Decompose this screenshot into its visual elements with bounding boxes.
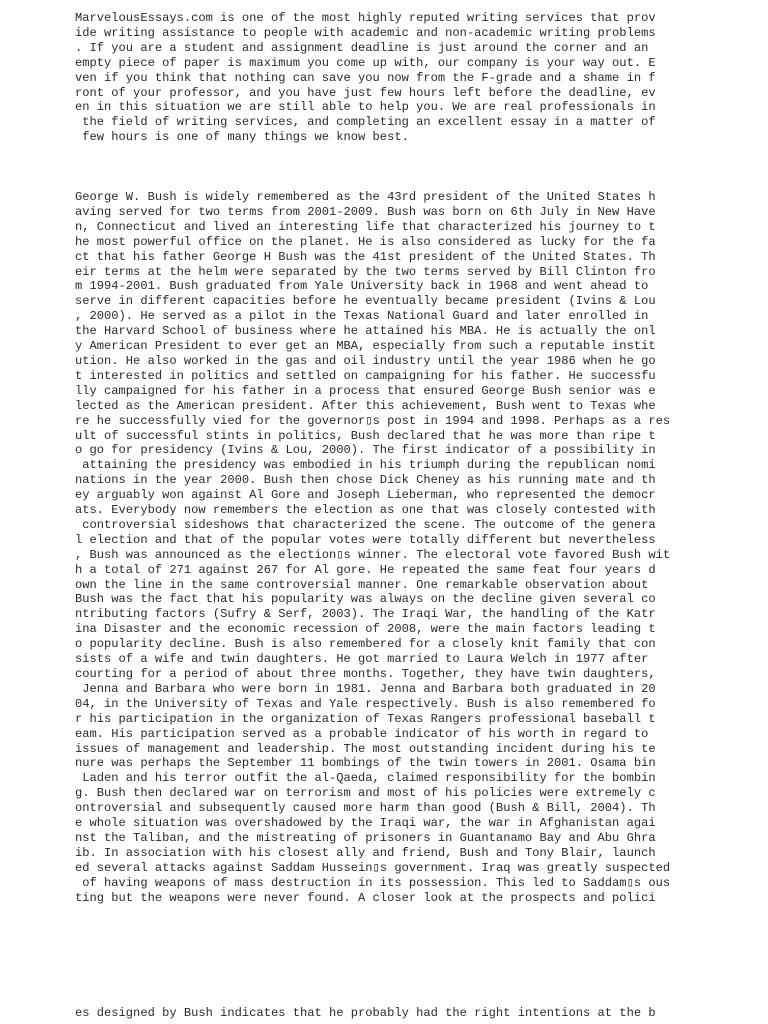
text-line: the field of writing services, and completing an excellent essay in a matter of: [75, 115, 656, 130]
text-line: , Bush was announced as the election▯s winner. The electoral vote favored Bush wit: [75, 547, 671, 562]
text-line: ront of your professor, and you have just few hours left before the deadline, ev: [75, 85, 656, 100]
text-line: o popularity decline. Bush is also remembered for a closely knit family that con: [75, 637, 656, 652]
text-line: n, Connecticut and lived an interesting life that characterized his journey to t: [75, 219, 656, 234]
text-line: ult of successful stints in politics, Bush declared that he was more than ripe t: [75, 428, 656, 443]
text-line: aving served for two terms from 2001-2009. Bush was born on 6th July in New Have: [75, 204, 656, 219]
text-line: courting for a period of about three months. Together, they have twin daughters,: [75, 667, 656, 681]
text-line: en in this situation we are still able to help you. We are real professionals in: [75, 100, 656, 115]
text-line: re he successfully vied for the governor▯s post in 1994 and 1998. Perhaps as a res: [75, 413, 671, 428]
text-line: ontroversial and subsequently caused more harm than good (Bush & Bill, 2004). Th: [75, 801, 656, 816]
text-line: ed several attacks against Saddam Hussein▯s government. Iraq was greatly suspected: [75, 860, 671, 875]
text-line: sists of a wife and twin daughters. He got married to Laura Welch in 1977 after: [75, 652, 649, 667]
text-line: of having weapons of mass destruction in its possession. This led to Saddam▯s ous: [75, 875, 671, 890]
essay-body-paragraph: [75, 190, 695, 906]
text-line: e whole situation was overshadowed by the Iraqi war, the war in Afghanistan agai: [75, 816, 656, 831]
text-line: eam. His participation served as a probable indicator of his worth in regard to: [75, 726, 649, 741]
text-line: ina Disaster and the economic recession of 2008, were the main factors leading t: [75, 622, 656, 637]
text-line: Jenna and Barbara who were born in 1981. Jenna and Barbara both graduated in 20: [75, 681, 656, 696]
text-line: ting but the weapons were never found. A closer look at the prospects and polici: [75, 890, 656, 905]
text-line: eir terms at the helm were separated by the two terms served by Bill Clinton fro: [75, 264, 656, 279]
text-line: nure was perhaps the September 11 bombings of the twin towers in 2001. Osama bin: [75, 756, 656, 771]
text-line: g. Bush then declared war on terrorism and most of his policies were extremely c: [75, 786, 656, 801]
text-line: serve in different capacities before he eventually became president (Ivins & Lou: [75, 294, 656, 309]
text-line: George W. Bush is widely remembered as the 43rd president of the United States h: [75, 190, 656, 204]
text-line: ats. Everybody now remembers the election as one that was closely contested with: [75, 503, 656, 518]
text-line: nations in the year 2000. Bush then chose Dick Cheney as his running mate and th: [75, 473, 656, 488]
text-line: ey arguably won against Al Gore and Joseph Lieberman, who represented the democr: [75, 488, 656, 503]
next-page-continuation: [75, 1006, 695, 1021]
text-line: ib. In association with his closest ally and friend, Bush and Tony Blair, launch: [75, 845, 656, 860]
text-line: t interested in politics and settled on campaigning for his father. He successfu: [75, 368, 656, 383]
text-line: own the line in the same controversial manner. One remarkable observation about: [75, 577, 649, 592]
text-line: ven if you think that nothing can save you now from the F-grade and a shame in f: [75, 70, 656, 85]
text-line: lected as the American president. After this achievement, Bush went to Texas whe: [75, 398, 656, 413]
text-line: h a total of 271 against 267 for Al gore. He repeated the same feat four years d: [75, 562, 656, 577]
text-line: ide writing assistance to people with academic and non-academic writing problems: [75, 25, 656, 40]
text-line: controversial sideshows that characterized the scene. The outcome of the genera: [75, 517, 656, 532]
text-line: , 2000). He served as a pilot in the Texas National Guard and later enrolled in: [75, 309, 649, 324]
text-line: l election and that of the popular votes were totally different but nevertheless: [75, 532, 656, 547]
text-line: 04, in the University of Texas and Yale respectively. Bush is also remembered fo: [75, 696, 656, 711]
text-line: attaining the presidency was embodied in his triumph during the republican nomi: [75, 458, 656, 473]
text-line: r his participation in the organization of Texas Rangers professional baseball t: [75, 711, 656, 726]
text-line: the Harvard School of business where he attained his MBA. He is actually the onl: [75, 324, 656, 339]
text-line: . If you are a student and assignment deadline is just around the corner and an: [75, 40, 649, 55]
text-line: MarvelousEssays.com is one of the most highly reputed writing services that prov: [75, 11, 656, 25]
text-line: es designed by Bush indicates that he probably had the right intentions at the b: [75, 1006, 656, 1020]
intro-paragraph: [75, 11, 695, 145]
text-line: nst the Taliban, and the mistreating of prisoners in Guantanamo Bay and Abu Ghra: [75, 830, 656, 845]
text-line: y American President to ever get an MBA, especially from such a reputable instit: [75, 339, 656, 354]
text-line: o go for presidency (Ivins & Lou, 2000). The first indicator of a possibility in: [75, 443, 656, 458]
text-line: lly campaigned for his father in a process that ensured George Bush senior was e: [75, 383, 656, 398]
text-line: Laden and his terror outfit the al-Qaeda, claimed responsibility for the bombin: [75, 771, 656, 786]
text-line: he most powerful office on the planet. He is also considered as lucky for the fa: [75, 234, 656, 249]
text-line: ntributing factors (Sufry & Serf, 2003). The Iraqi War, the handling of the Katr: [75, 607, 656, 622]
text-line: ct that his father George H Bush was the 41st president of the United States. Th: [75, 249, 656, 264]
text-line: few hours is one of many things we know best.: [75, 130, 409, 145]
text-line: issues of management and leadership. The most outstanding incident during his te: [75, 741, 656, 756]
text-line: empty piece of paper is maximum you come up with, our company is your way out. E: [75, 55, 656, 70]
text-line: m 1994-2001. Bush graduated from Yale University back in 1968 and went ahead to: [75, 279, 649, 294]
text-line: ution. He also worked in the gas and oil industry until the year 1986 when he go: [75, 353, 656, 368]
text-line: Bush was the fact that his popularity was always on the decline given several co: [75, 592, 656, 607]
